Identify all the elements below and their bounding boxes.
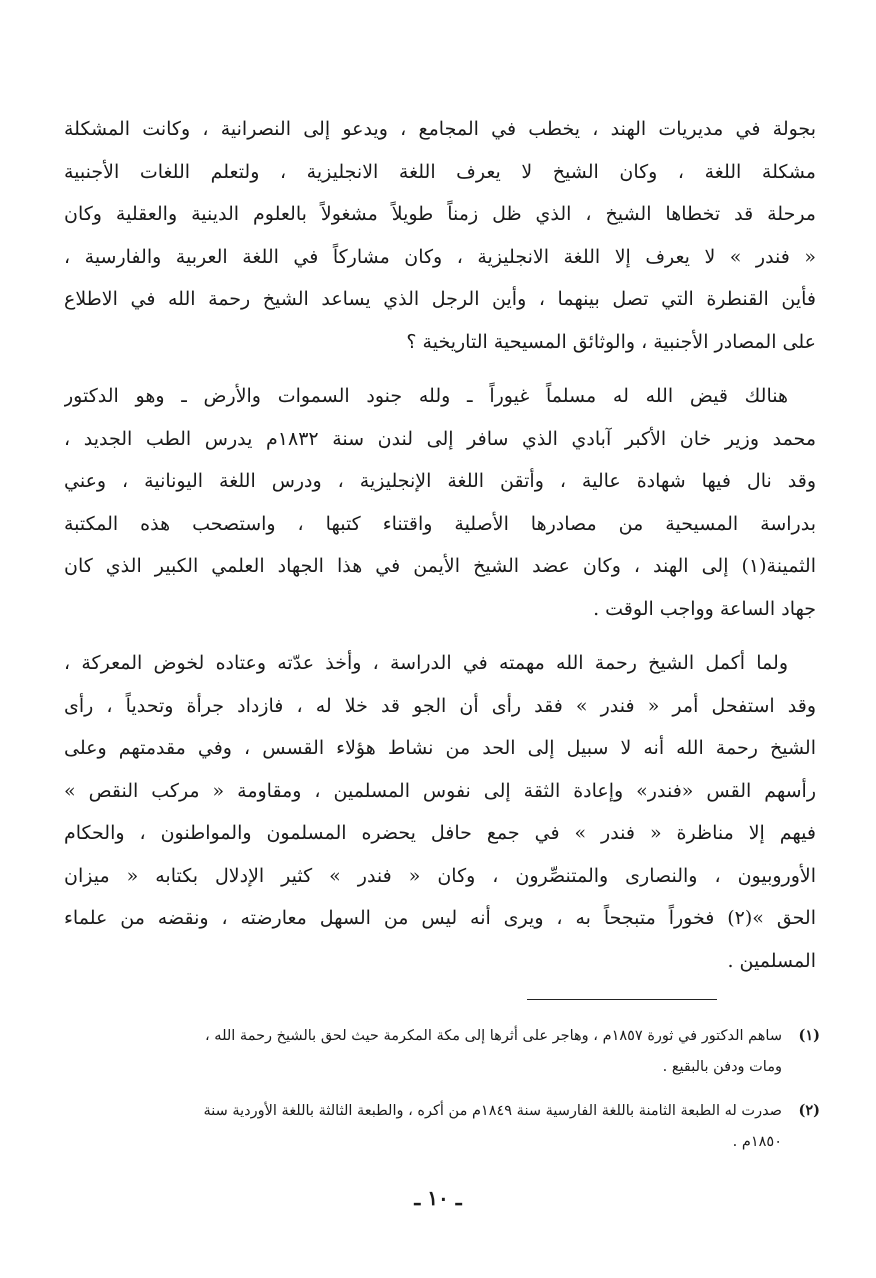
text-line: الثمينة(١) إلى الهند ، وكان عضد الشيخ الأيمن في هذا الجهاد العلمي الكبير الذي كان (64, 555, 816, 577)
text-line: فيهم إلا مناظرة « فندر » في جمع حافل يحضره المسلمون والمواطنون ، والحكام (64, 822, 816, 844)
footnotes (60, 1020, 820, 1170)
paragraph-1 (64, 108, 816, 363)
footnote-line: ومات ودفن بالبقيع . (662, 1059, 782, 1075)
paragraph-2 (64, 375, 816, 630)
page-number: ـ ١٠ ـ (414, 1186, 462, 1210)
text-line: الحق »(٢) فخوراً متبجحاً به ، ويرى أنه ليس من السهل معارضته ، ونقضه من علماء (64, 907, 816, 929)
footnote-number: (٢) (798, 1102, 820, 1119)
footnote-text: ساهم الدكتور في ثورة ١٨٥٧م ، وهاجر على أثرها إلى مكة المكرمة حيث لحق بالشيخ رحمة الله ، (205, 1028, 782, 1044)
text-line: ولما أكمل الشيخ رحمة الله مهمته في الدراسة ، وأخذ عدّته وعتاده لخوض المعركة ، (64, 652, 788, 674)
text-line: الشيخ رحمة الله أنه لا سبيل إلى الحد من نشاط هؤلاء القسس ، وفي مقدمتهم وعلى (64, 737, 816, 759)
footnote-divider (527, 999, 717, 1000)
text-line: وقد نال فيها شهادة عالية ، وأتقن اللغة الإنجليزية ، ودرس اللغة اليونانية ، وعني (64, 470, 816, 492)
footnote-number: (١) (798, 1027, 820, 1044)
text-line: هنالك قيض الله له مسلماً غيوراً ـ ولله جنود السموات والأرض ـ وهو الدكتور (64, 385, 788, 407)
footnote-line: ١٨٥٠م . (732, 1134, 782, 1150)
text-line: مشكلة اللغة ، وكان الشيخ لا يعرف اللغة الانجليزية ، ولتعلم اللغات الأجنبية (64, 160, 816, 183)
footnote-line (60, 1020, 820, 1052)
footnote-2 (60, 1095, 820, 1158)
text-line: بجولة في مديريات الهند ، يخطب في المجامع ، ويدعو إلى النصرانية ، وكانت المشكلة (64, 118, 816, 140)
text-line: وقد استفحل أمر « فندر » فقد رأى أن الجو قد خلا له ، فازداد جرأة وتحدياً ، رأى (64, 694, 816, 717)
text-line: بدراسة المسيحية من مصادرها الأصلية واقتناء كتبها ، واستصحب هذه المكتبة (64, 512, 816, 535)
footnote-text: صدرت له الطبعة الثامنة باللغة الفارسية سنة ١٨٤٩م من أكره ، والطبعة الثالثة باللغة الأوردية سنة (203, 1103, 782, 1119)
text-line: مرحلة قد تخطاها الشيخ ، الذي ظل زمناً طويلاً مشغولاً بالعلوم الدينية والعقلية وكان (64, 203, 816, 225)
text-line: المسلمين . (727, 949, 816, 972)
text-line: على المصادر الأجنبية ، والوثائق المسيحية التاريخية ؟ (406, 330, 816, 353)
main-text (64, 108, 816, 982)
footnote-1 (60, 1020, 820, 1083)
text-line: فأين القنطرة التي تصل بينهما ، وأين الرجل الذي يساعد الشيخ رحمة الله في الاطلاع (64, 288, 816, 310)
text-line: الأوروبيون ، والنصارى والمتنصِّرون ، وكان « فندر » كثير الإدلال بكتابه « ميزان (64, 864, 816, 887)
text-line: جهاد الساعة وواجب الوقت . (593, 597, 816, 620)
paragraph-3 (64, 642, 816, 982)
text-line: رأسهم القس «فندر» وإعادة الثقة إلى نفوس المسلمين ، ومقاومة « مركب النقص » (64, 779, 816, 802)
text-line: « فندر » لا يعرف إلا اللغة الانجليزية ، وكان مشاركاً في اللغة العربية والفارسية ، (64, 245, 816, 268)
footnote-line (60, 1095, 820, 1127)
text-line: محمد وزير خان الأكبر آبادي الذي سافر إلى لندن سنة ١٨٣٢م يدرس الطب الجديد ، (64, 427, 816, 450)
